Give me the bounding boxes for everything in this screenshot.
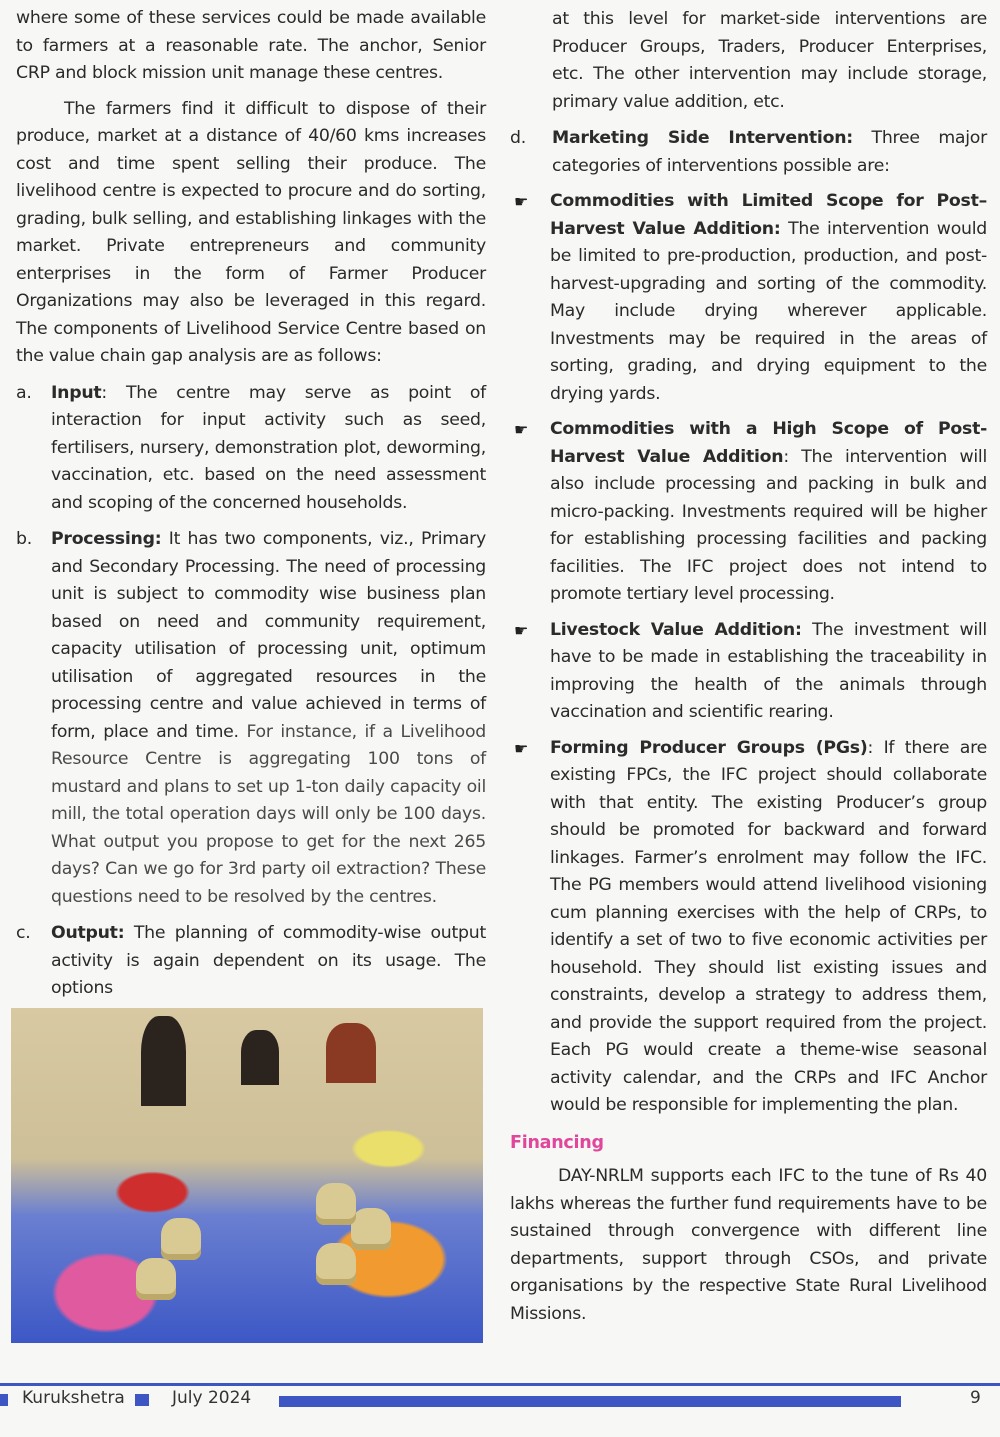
item-text: The planning of commodity-wise output activity is again dependent on its usage. The options bbox=[51, 923, 486, 998]
list-marker: b. bbox=[16, 529, 32, 549]
list-item-input bbox=[16, 380, 486, 518]
left-column bbox=[16, 5, 486, 1003]
list-marker: a. bbox=[16, 382, 32, 403]
photo-basket bbox=[316, 1183, 356, 1225]
photo-basket bbox=[161, 1218, 201, 1260]
bullet-livestock bbox=[510, 617, 987, 727]
pointing-hand-icon: ☛ bbox=[514, 192, 529, 211]
pointing-hand-icon: ☛ bbox=[514, 620, 529, 640]
bullet-text: : If there are existing FPCs, the IFC project should collaborate with that entity. The existing Producer’s group should be promoted for backward and forward linkages. Farmer’s enrolment may follow the IFC. The PG members would attend livelihood visioning cum planning exercises with the help of CRPs, to identify a set of two to five economic activities per household. They should list existing issues and constraints, develop a strategy to address them, and provide the support required from the project. Each PG would create a theme-wise seasonal activity calendar, and the CRPs and IFC Anchor would be responsible for implementing the plan. bbox=[550, 737, 987, 1115]
item-title: Input bbox=[51, 382, 102, 403]
page-number: 9 bbox=[970, 1388, 981, 1408]
financing-heading: Financing bbox=[510, 1132, 604, 1153]
footer-square-icon bbox=[0, 1394, 8, 1406]
footer-magazine-name: Kurukshetra bbox=[22, 1388, 125, 1408]
photo-basket bbox=[351, 1208, 391, 1250]
footer-bar bbox=[279, 1396, 901, 1407]
separator bbox=[124, 923, 134, 943]
list-item-output bbox=[16, 920, 486, 1003]
photo-basket bbox=[316, 1243, 356, 1285]
item-text-example: For instance, if a Livelihood Resource Centre is aggregating 100 tons of mustard and plans to set up 1-ton daily capacity oil mill, the total operation days will only be 100 days. What output you propose to get for the next 265 days? Can we go for 3rd party oil extraction? These questions need to be resolved by the centres. bbox=[51, 721, 486, 907]
separator bbox=[161, 529, 168, 549]
item-text: It has two components, viz., Primary and Secondary Processing. The need of processing unit is subject to commodity wise business plan based on need and community requirement, capacity utilisation of processing unit, optimum utilisation of aggregated resources in the processing centre and value achieved in terms of form, place and time. bbox=[51, 529, 487, 742]
item-title: Output: bbox=[51, 923, 125, 943]
footer-issue-date: July 2024 bbox=[172, 1388, 252, 1408]
bullet-title: Livestock Value Addition: bbox=[550, 619, 802, 640]
photo-doorway bbox=[141, 1016, 186, 1106]
item-title: Processing: bbox=[51, 529, 162, 549]
bullet-title: Forming Producer Groups (PGs) bbox=[550, 737, 868, 758]
bullet-text: The intervention would be limited to pre-production, production, and post-harvest-upgrading and sorting of the commodity. May include drying wherever applicable. Investments may be required in the areas of sorting, grading, and drying equipment to the drying yards. bbox=[550, 218, 987, 404]
item-title: Marketing Side Intervention: bbox=[552, 128, 853, 148]
farmers-paragraph: The farmers find it difficult to dispose of their produce, market at a distance of 40/60 kms increases cost and time spent selling their produce. The livelihood centre is expected to procure and do sorting, grading, bulk selling, and establishing linkages with the market. Private entrepreneurs and community enterprises in the form of Farmer Producer Organizations may also be leveraged in this regard. The components of Livelihood Service Centre based on the value chain gap analysis are as follows: bbox=[16, 98, 486, 366]
list-item-processing bbox=[16, 526, 486, 911]
bullet-high-scope bbox=[510, 416, 987, 609]
list-marker: c. bbox=[16, 923, 31, 943]
list-item-marketing bbox=[510, 125, 987, 180]
intro-paragraph: where some of these services could be made available to farmers at a reasonable rate. The anchor, Senior CRP and block mission unit manage these centres. bbox=[16, 8, 486, 83]
continued-paragraph: at this level for market-side interventions are Producer Groups, Traders, Producer Enterprises, etc. The other intervention may include storage, primary value addition, etc. bbox=[552, 9, 987, 112]
bullet-producer-groups bbox=[510, 735, 987, 1120]
right-column bbox=[510, 6, 987, 1328]
item-text: Three major categories of interventions possible are: bbox=[552, 128, 987, 176]
photo-niche bbox=[241, 1030, 279, 1085]
bullet-limited-scope bbox=[510, 188, 987, 408]
photo-basket bbox=[136, 1258, 176, 1300]
separator: : bbox=[101, 382, 126, 403]
bullet-text: : The intervention will also include processing and packing in bulk and micro-packing. Investments required will be higher for establishing processing facilities and packing facilities. The IFC project does not intend to promote tertiary level processing. bbox=[550, 446, 987, 604]
bullet-title: Commodities with Limited Scope for Post–Harvest Value Addition: bbox=[550, 191, 987, 239]
footer-divider bbox=[0, 1383, 1000, 1386]
bullet-title: Commodities with a High Scope of Post-Harvest Value Addition bbox=[550, 419, 987, 467]
footer-square-icon bbox=[135, 1394, 149, 1406]
pointing-hand-icon: ☛ bbox=[514, 738, 529, 758]
photo-women-packing-produce bbox=[11, 1008, 483, 1343]
photo-niche bbox=[326, 1023, 376, 1083]
pointing-hand-icon: ☛ bbox=[514, 420, 529, 439]
list-marker: d. bbox=[510, 128, 526, 148]
bullet-text: The investment will have to be made in establishing the traceability in improving the health of the animals through vaccination and scientific rearing. bbox=[550, 619, 987, 722]
item-text: The centre may serve as point of interaction for input activity such as seed, fertilisers, nursery, demonstration plot, deworming, vaccination, etc. based on the need assessment and scoping of the concerned households. bbox=[51, 382, 486, 513]
financing-paragraph: DAY-NRLM supports each IFC to the tune of Rs 40 lakhs whereas the further fund requirements have to be sustained through convergence with different line departments, support through CSOs, and private organisations by the respective State Rural Livelihood Missions. bbox=[510, 1166, 987, 1324]
